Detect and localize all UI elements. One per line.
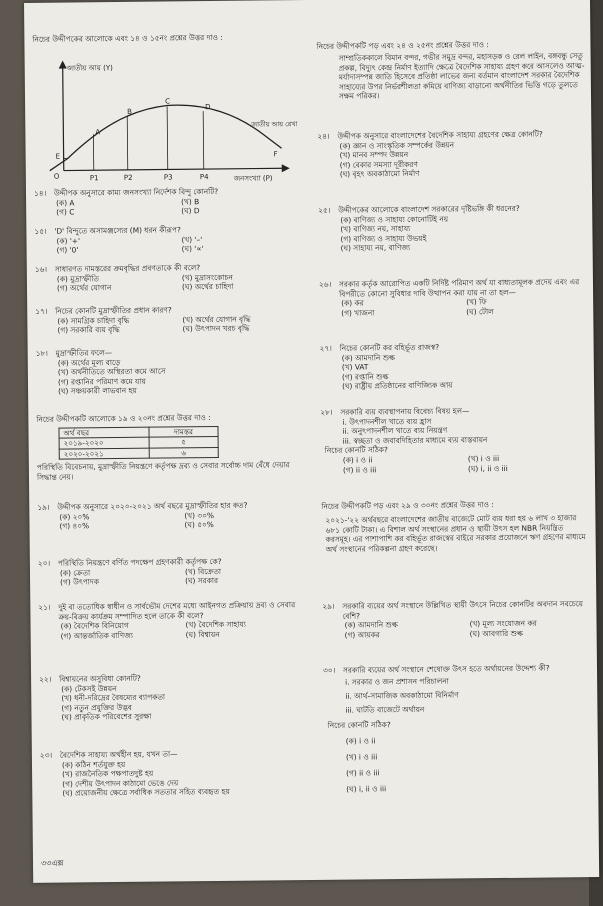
- option[interactable]: (গ) রপ্তানির পরিমাণ কমে যায়: [57, 376, 146, 387]
- graph-tick-p4: P4: [199, 173, 209, 182]
- option[interactable]: (ঘ) রাষ্ট্রীয় প্রতিষ্ঠানের বাণিজ্যিক আয়: [342, 380, 453, 392]
- option[interactable]: (গ) অর্থের যোগান: [56, 283, 112, 293]
- option[interactable]: (ঘ) উৎপাদন খরচ বৃদ্ধি: [182, 323, 250, 334]
- option[interactable]: (খ) বিক্রেতা: [184, 566, 222, 576]
- question-paper: [24, 0, 599, 883]
- question-16: [35, 262, 303, 294]
- option[interactable]: (ঘ) বৃহৎ অবকাঠামো নির্মাণ: [339, 169, 420, 180]
- option[interactable]: (গ) আয়কর: [344, 630, 380, 640]
- question-19: [37, 500, 305, 532]
- option[interactable]: (ঘ) D: [181, 206, 200, 216]
- graph-x-label: জনসংখ্যা (P): [233, 174, 273, 183]
- option[interactable]: (ক) A: [56, 198, 75, 208]
- q-text: সরকারি ব্যয় ব্যবস্থাপনায় বিবেচ্য বিষয় হল—: [340, 406, 470, 417]
- option[interactable]: (খ) '–': [181, 234, 203, 244]
- q-number: ২৯।: [322, 601, 335, 611]
- option[interactable]: (ক) মুদ্রাস্ফীতি: [56, 273, 99, 284]
- option[interactable]: (গ) ii ও iii: [342, 464, 377, 475]
- graph-y-label: জাতীয় আয় (Y): [66, 64, 113, 73]
- q-number: ১৫।: [34, 226, 47, 236]
- option[interactable]: (ঘ) i, ii ও iii: [346, 783, 387, 794]
- option[interactable]: (খ) রাজনৈতিক পক্ষপাতদুষ্ট হয়: [62, 768, 154, 779]
- population-income-graph: [37, 56, 302, 185]
- option[interactable]: (ঘ) আবগারি শুল্ক: [469, 628, 523, 639]
- option[interactable]: (খ) i ও iii: [345, 751, 378, 762]
- question-14: [34, 186, 302, 218]
- option[interactable]: (ক) কর: [341, 298, 364, 308]
- q-text: উদ্দীপক অনুসারে কাম্য জনসংখ্যা নির্দেশক বিন্দু কোনটি?: [53, 186, 219, 198]
- q-text: সরকারি ব্যয়ের অর্থ সংস্থানে শেষোক্ত উৎস হতে অর্থায়নের উদ্দেশ্য কী?: [342, 663, 550, 675]
- option[interactable]: (ঘ) '∝': [181, 244, 204, 254]
- option[interactable]: (খ) বৈদেশিক সাহায্য: [185, 619, 246, 630]
- q-text: পরিস্থিতি নিয়ন্ত্রণে বর্ণিত পদক্ষেপ গ্রহণকারী কর্তৃপক্ষ কে?: [57, 556, 222, 568]
- q-ask: নিচের কোনটি সঠিক?: [324, 445, 388, 456]
- q-number: ১৭।: [35, 306, 48, 316]
- option[interactable]: (ঘ) প্রাকৃতিক পরিবেশের সুরক্ষা: [61, 712, 152, 722]
- option[interactable]: (ঘ) অর্থের চাহিদা: [181, 281, 234, 292]
- option[interactable]: (ক) টেকসই উন্নয়ন: [61, 683, 117, 694]
- q-number: ১৬।: [34, 264, 48, 274]
- option[interactable]: (ক) i ও ii: [342, 455, 373, 465]
- option[interactable]: (ঘ) সাহায্য নয়, বাণিজ্য: [340, 243, 411, 254]
- q-text: নিচের কোনটি কর বহির্ভূত রাজস্ব?: [339, 342, 440, 353]
- q-number: ২৭।: [319, 343, 332, 353]
- q-number: ২৩।: [39, 750, 53, 760]
- q-text: সরকার কর্তৃক আরোপিত একটি নির্দিষ্ট পরিমাণ অর্থ যা বাধ্যতামূলক প্রদেয় এবং এর বিপরীতে কোনো সুবিধার দাবি উত্থাপন করা যায় না তা হল—: [338, 277, 580, 299]
- stimulus4-intro: নিচের উদ্দীপকটি পড় এবং ২৯ ও ৩০নং প্রশ্নের উত্তর দাও :: [321, 500, 494, 511]
- statement: iii. ঘাটতি বাজেটে অর্থায়ন: [345, 704, 425, 715]
- option[interactable]: (খ) অর্থের যোগান বৃদ্ধি: [182, 314, 251, 324]
- graph-point-a: A: [95, 128, 101, 137]
- graph-tick-p2: P2: [123, 173, 133, 182]
- question-29: [322, 599, 590, 640]
- option[interactable]: (ঘ) বিশ্বায়ন: [185, 629, 220, 640]
- q-text: বিশ্বায়নের অসুবিধা কোনটি?: [59, 673, 141, 684]
- statement: i. উৎপাদনশীল খাতে ব্যয় হ্রাস: [342, 416, 432, 427]
- option[interactable]: (ঘ) টোল: [466, 306, 494, 317]
- table-cell: ২০২০-২০২১: [59, 448, 149, 460]
- q-text: বৈদেশিক সাহায্য অর্থহীন হয়, যখন তা—: [59, 749, 178, 760]
- option[interactable]: (গ) আন্তর্জাতিক বাণিজ্য: [60, 630, 133, 641]
- option[interactable]: (ক) ২০%: [59, 511, 90, 522]
- q-number: ৩০।: [322, 665, 336, 675]
- question-28: [320, 405, 589, 475]
- option[interactable]: (ক) অর্থের মূল্য বাড়ে: [57, 357, 121, 368]
- question-17: [35, 304, 303, 336]
- option[interactable]: (গ) ii ও iii: [346, 767, 380, 778]
- q-number: ২২।: [39, 674, 52, 684]
- stimulus3-text: সাম্প্রতিককালে বিমান বন্দর, গভীর সমুদ্র বন্দর, মহাসড়ক ও রেল লাইন, বঙ্গবন্ধু সেতু প্রকল্প, বিদ্যুৎ কেন্দ্র নির্মাণ ইত্যাদি ক্ষেত্রে বৈদেশিক সাহায্য গ্রহণ করে আসলেও আত্ম-মর্যাদাসম্পন্ন জাতি হিসেবে প্রতিষ্ঠা লাভের জন্য বর্তমান বাংলাদেশ সরকার বৈদেশিক সাহায্যের উপর নির্ভরশীলতা কমিয়ে বাণিজ্য বাড়ানো অর্থনীতির ভিত্তি গড়ে তুলতে সক্ষম পরিকর।: [338, 51, 585, 102]
- graph-origin: O: [53, 172, 60, 181]
- q-number: ২৫।: [318, 205, 331, 215]
- graph-tick-p3: P3: [163, 173, 173, 182]
- option[interactable]: (খ) ৩০%: [184, 510, 215, 520]
- option[interactable]: (গ) খাজনা: [341, 308, 375, 318]
- q-text: 'D' বিন্দুতে অসামঞ্জস্যের (M) ধরন কীরূপ?: [54, 225, 181, 236]
- option[interactable]: (খ) অর্থনীতিতে অস্থিরতা কমে আসে: [57, 366, 166, 377]
- question-27: [320, 341, 588, 392]
- stimulus4-text: ২০২১-'২২ অর্থবছরে বাংলাদেশের জাতীয় বাজেটে মোট ব্যয় ধরা হয় ৬ লাখ ৩ হাজার ৬৮১ কোটি টাকা। এ বিশাল অর্থ সংস্থানের প্রধান ও স্থায়ী উৎস হল NBR নিয়ন্ত্রিত করসমূহ। এর পাশাপাশি কর বহির্ভূত রাজস্বের বাইরে সরকার প্রয়োজনে ঋণ গ্রহণের মাধ্যমে অর্থ সংস্থানের পরিকল্পনা গ্রহণ করেছে।: [325, 513, 586, 554]
- statement: i. সরকার ও জন প্রশাসন পরিচালনা: [345, 676, 449, 687]
- option[interactable]: (ক) বৈদেশিক বিনিয়োগ: [60, 621, 129, 631]
- question-24: [317, 129, 585, 180]
- table-header: দামস্তর: [149, 426, 218, 437]
- option[interactable]: (গ) '0': [56, 245, 79, 255]
- graph-curve-label: জাতীয় আয় রেখা: [251, 120, 298, 129]
- option[interactable]: (খ) মানব সম্পদ উন্নয়ন: [339, 150, 409, 160]
- stimulus2: [36, 412, 305, 482]
- graph-point-c: C: [165, 97, 170, 106]
- q-text: সরকারি ব্যয়ের অর্থ সংস্থানে উল্লিখিত স্থায়ী উৎসে নিচের কোনটির অবদান সবচেয়ে বেশি?: [342, 599, 584, 621]
- option[interactable]: (খ) i ও iii: [467, 453, 500, 464]
- q-number: ২১।: [38, 602, 51, 612]
- option[interactable]: (গ) বেকার সমস্যা দূরীকরণ: [339, 159, 418, 170]
- option[interactable]: (গ) C: [56, 207, 75, 217]
- question-22: [39, 672, 307, 723]
- q-ask: নিচের কোনটি সঠিক?: [327, 719, 391, 730]
- q-text: উদ্দীপকের আলোকে বাংলাদেশ সরকারের দৃষ্টিভঙ্গি কী ধরনের?: [338, 203, 520, 215]
- q-number: ১৮।: [35, 348, 48, 358]
- option[interactable]: (ক) কঠিন শর্তযুক্ত হয়: [61, 759, 126, 770]
- q-text: মুদ্রাস্ফীতির ফলে—: [55, 348, 113, 358]
- question-30: [323, 663, 592, 797]
- price-level-table: [58, 426, 218, 460]
- option[interactable]: (ঘ) সঞ্চয়কারী লাভবান হয়: [58, 386, 137, 397]
- q-number: ২৬।: [318, 279, 332, 289]
- table-cell: ২০১৯-২০২০: [59, 437, 149, 449]
- option[interactable]: (ক) ক্রেতা: [59, 567, 91, 578]
- option[interactable]: (গ) বাণিজ্য ও সাহায্য উভয়ই: [340, 233, 427, 244]
- page-footer: ৩৩এক্স: [40, 858, 64, 868]
- option[interactable]: (গ) দেশীয় উৎপাদন কাঠামো ভেঙে দেয়: [62, 778, 179, 789]
- option[interactable]: (খ) VAT: [341, 362, 369, 372]
- graph-point-e: E: [55, 152, 61, 161]
- option[interactable]: (খ) বাণিজ্য নয়, সাহায্য: [340, 224, 411, 234]
- stimulus1-intro: নিচের উদ্দীপকের আলোকে এবং ১৪ ও ১৫নং প্রশ্নের উত্তর দাও :: [32, 32, 223, 44]
- option[interactable]: (গ) রপ্তানি শুল্ক: [341, 371, 389, 382]
- option[interactable]: (গ) সরকারি ব্যয় বৃদ্ধি: [57, 325, 120, 335]
- option[interactable]: (খ) মূল্য সংযোজন কর: [469, 618, 537, 629]
- option[interactable]: (ক) আমদানি শুল্ক: [344, 620, 398, 630]
- question-25: [318, 203, 586, 254]
- stimulus2-intro: নিচের উদ্দীপকটি আলোকে ১৯ ও ২০নং প্রশ্নের উত্তর দাও :: [36, 413, 211, 424]
- stimulus2-note: পরিস্থিতি বিবেচনায়, মুদ্রাস্ফীতি নিয়ন্ত্রণে কর্তৃপক্ষ দ্রব্য ও সেবার সর্বোচ্চ দাম বেঁধে দেয়ার সিদ্ধান্ত নেয়।: [36, 460, 290, 482]
- graph-tick-p1: P1: [89, 174, 99, 183]
- option[interactable]: (ঘ) প্রয়োজনীয় ক্ষেত্রে সর্বাধিক সততার সহিত ব্যবহৃত হয়: [62, 787, 230, 798]
- option[interactable]: (ক) সামগ্রিক চাহিদা বৃদ্ধি: [57, 315, 130, 326]
- option[interactable]: (গ) ৪০%: [59, 521, 90, 531]
- option[interactable]: (ক) জ্ঞান ও সাংস্কৃতিক সম্পর্কের উন্নয়ন: [339, 140, 455, 151]
- option[interactable]: (গ) উৎপাদক: [60, 577, 100, 587]
- option[interactable]: (ঘ) i, ii ও iii: [467, 463, 508, 473]
- table-cell: ৫: [149, 437, 218, 448]
- question-15: [34, 224, 302, 256]
- question-21: [38, 600, 306, 641]
- table-header: অর্থ বছর: [59, 427, 149, 439]
- table-cell: ৬: [149, 447, 218, 458]
- q-number: ২৮।: [320, 407, 333, 417]
- q-text: উদ্দীপক অনুসারে বাংলাদেশের বৈদেশিক সাহায্য গ্রহণের ক্ষেত্র কোনটি?: [337, 129, 543, 141]
- option[interactable]: (খ) ধনী-দরিদ্রের বৈষম্যের ব্যাপকতা: [61, 692, 166, 703]
- option[interactable]: (ক) আমদানি শুল্ক: [341, 352, 396, 363]
- option[interactable]: (খ) B: [181, 196, 200, 206]
- option[interactable]: (গ) নতুন প্রযুক্তির উদ্ভব: [61, 702, 132, 713]
- q-number: ২৪।: [317, 131, 330, 141]
- question-18: [36, 346, 304, 397]
- graph-point-f: F: [273, 150, 278, 159]
- q-text: উদ্দীপক অনুসারে ২০২০-২০২১ অর্থ বছরে মুদ্রাস্ফীতির হার কত?: [57, 500, 248, 512]
- option[interactable]: (ঘ) সরকার: [185, 576, 219, 586]
- option[interactable]: (খ) ফি: [466, 297, 487, 307]
- option[interactable]: (ক) '+': [56, 235, 81, 246]
- q-text: নিচের কোনটি মুদ্রাস্ফীতির প্রধান কারণ?: [55, 305, 172, 316]
- q-text: দুই বা ততোধিক স্বাধীন ও সার্বভৌম দেশের মধ্যে আইনগত প্রক্রিয়ায় দ্রব্য ও সেবার ক্রয়-বিক্রয় কার্যক্রম সম্পাদিত হলে তাকে কী বলে?: [58, 600, 296, 622]
- statement: iii. স্বচ্ছতা ও জবাবদিহিতার মাধ্যমে ব্যয় বাস্তবায়ন: [342, 434, 488, 446]
- question-26: [319, 277, 587, 318]
- left-column: [32, 0, 300, 868]
- q-number: ২০।: [37, 558, 51, 568]
- option[interactable]: (ক) i ও ii: [345, 735, 376, 746]
- statement: ii. আর্থ-সামাজিক অবকাঠামো বিনির্মাণ: [345, 690, 459, 701]
- graph-point-d: D: [205, 103, 211, 112]
- question-23: [40, 748, 308, 799]
- q-text: সাধারণত দামস্তরের ক্রমবৃদ্ধির প্রবণতাকে কী বলে?: [54, 263, 201, 274]
- statement: ii. অনুৎপাদনশীল খাতে ব্যয় নিয়ন্ত্রণ: [342, 425, 448, 436]
- option[interactable]: (ক) বাণিজ্য ও সাহায্য কোনোটিই নয়: [340, 214, 449, 225]
- option[interactable]: (ঘ) ৫০%: [184, 520, 214, 530]
- question-20: [38, 556, 306, 588]
- stimulus3-intro: নিচের উদ্দীপকটি পড় এবং ২৪ ও ২৫নং প্রশ্নের উত্তর দাও :: [316, 40, 489, 51]
- graph-point-b: B: [127, 107, 133, 116]
- option[interactable]: (খ) মুদ্রাসংকোচন: [181, 272, 233, 282]
- q-number: ১৪।: [33, 188, 47, 198]
- q-number: ১৯।: [37, 502, 50, 512]
